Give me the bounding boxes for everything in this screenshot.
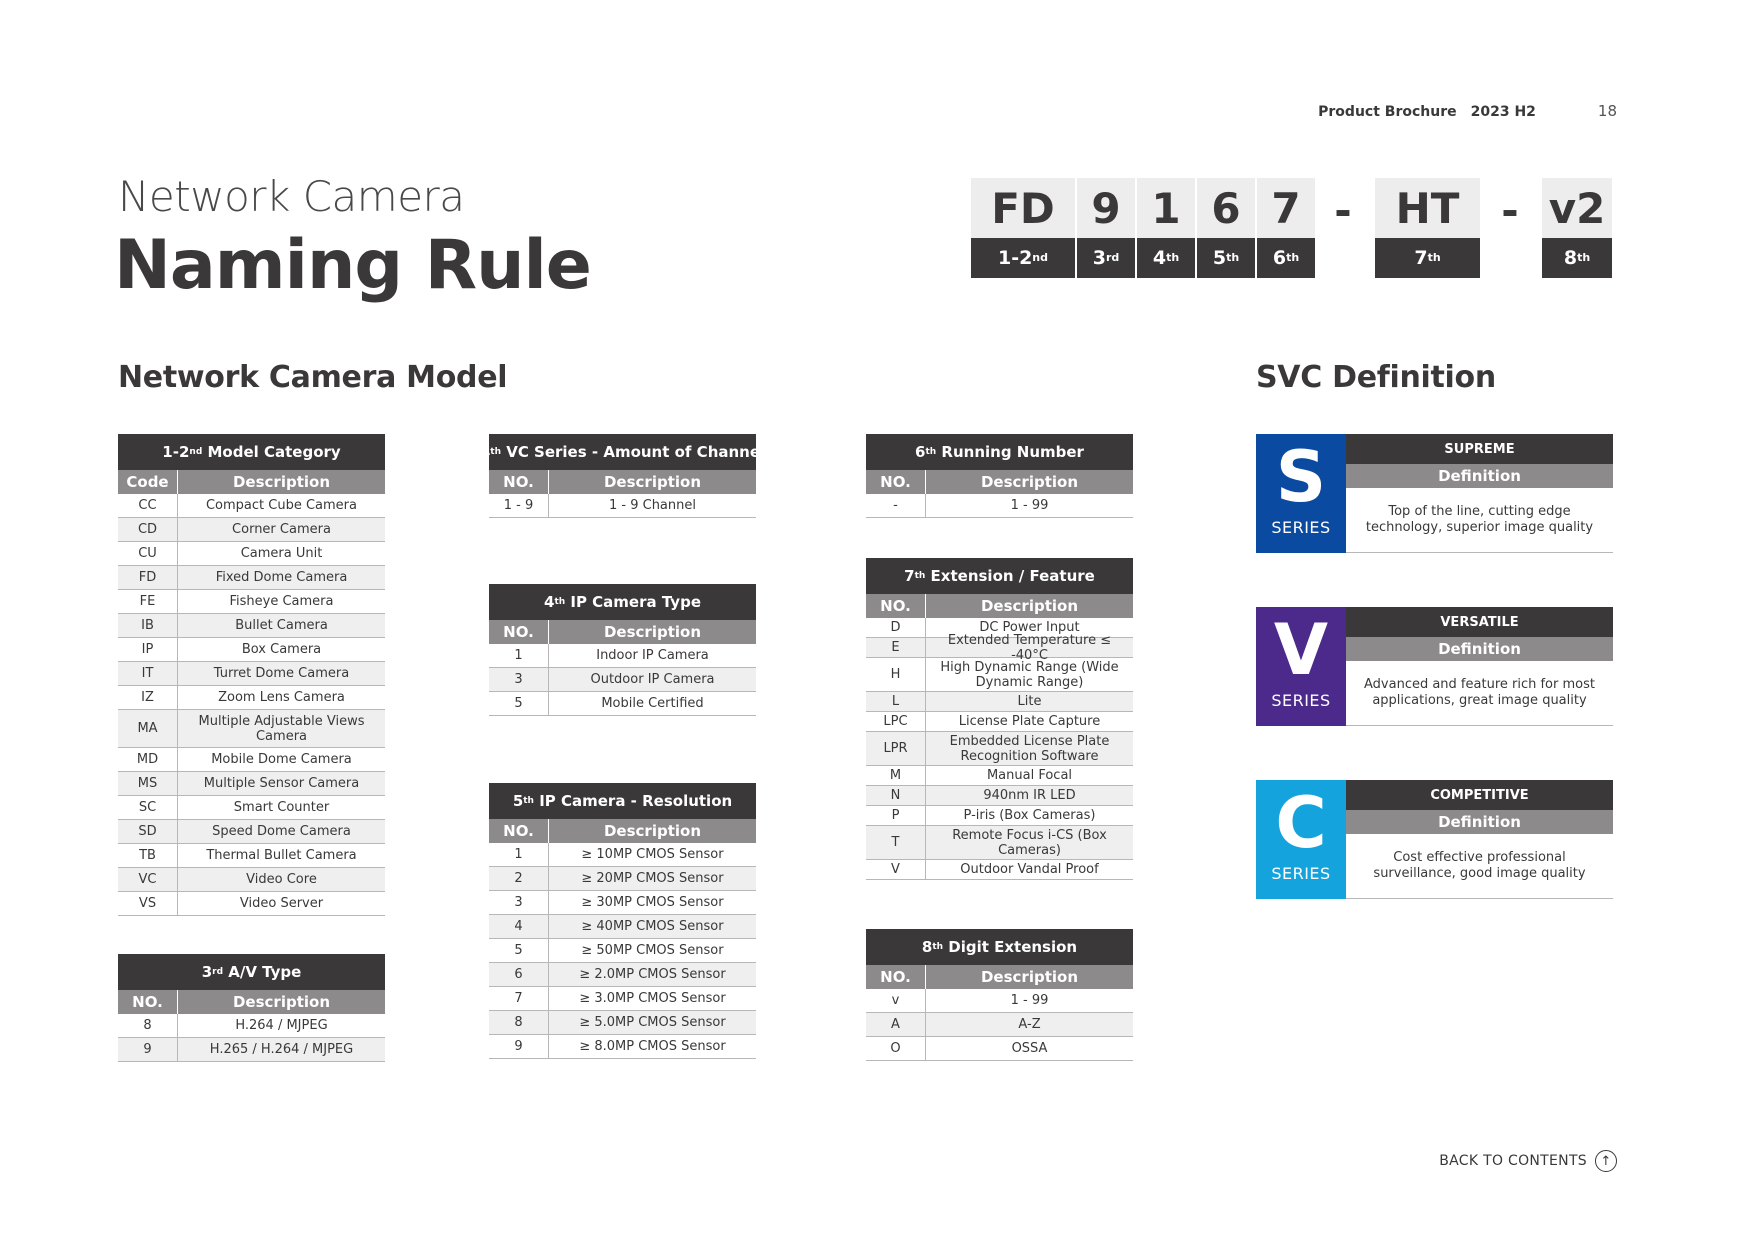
table-header-row: [866, 594, 1133, 618]
column-header: NO.: [866, 965, 926, 989]
definition-text: Top of the line, cutting edge technology, superior image quality: [1346, 488, 1613, 553]
table-title-position: 3: [201, 963, 213, 981]
code-part-3: [1137, 178, 1195, 278]
table-cell-code: 9: [489, 1035, 549, 1058]
table-row: [118, 590, 385, 614]
page-title: Naming Rule: [114, 226, 591, 305]
back-to-contents-link[interactable]: [1439, 1150, 1617, 1172]
table-row: [866, 989, 1133, 1013]
arrow-up-circle-icon: ↑: [1595, 1150, 1617, 1172]
table-cell-description: ≥ 40MP CMOS Sensor: [581, 919, 724, 934]
table-row: [866, 860, 1133, 880]
table-cell-description: Video Server: [239, 896, 324, 911]
column-header: Description: [980, 597, 1079, 615]
table-row: [118, 820, 385, 844]
table-cell-description: Compact Cube Camera: [205, 498, 357, 513]
code-part-value: v2: [1542, 178, 1612, 238]
table-header-row: [118, 470, 385, 494]
table-cell-description: ≥ 10MP CMOS Sensor: [581, 847, 724, 862]
table-row: [118, 638, 385, 662]
table-cell-description: Mobile Dome Camera: [211, 752, 352, 767]
table-cell-description: 940nm IR LED: [983, 788, 1076, 803]
table-row: [489, 891, 756, 915]
code-part-value: FD: [971, 178, 1075, 238]
table-cell-code: LPC: [866, 712, 926, 731]
table-cell-code: 9: [118, 1038, 178, 1061]
svc-card-versatile: [1256, 607, 1613, 726]
column-header: Description: [232, 993, 331, 1011]
code-part-value: 6: [1197, 178, 1255, 238]
table-cell-code: VS: [118, 892, 178, 915]
table-cell-description: Fisheye Camera: [229, 594, 334, 609]
table-title-position: 8: [921, 938, 933, 956]
table-cell-code: IB: [118, 614, 178, 637]
table-cell-description: 1 - 9 Channel: [608, 498, 696, 513]
table-cell-code: 3: [489, 891, 549, 914]
table-cell-description: Fixed Dome Camera: [215, 570, 348, 585]
code-part-value: 1: [1137, 178, 1195, 238]
table-cell-description: Smart Counter: [233, 800, 330, 815]
code-part-value: 7: [1257, 178, 1315, 238]
table-cell-code: 6: [489, 963, 549, 986]
table-cell-description: A-Z: [1018, 1017, 1041, 1032]
table-title: 5 th IP Camera - Resolution: [489, 783, 756, 819]
table-title-text: IP Camera Type: [565, 593, 701, 611]
table-row: [118, 614, 385, 638]
table-title-text: Extension / Feature: [925, 567, 1095, 585]
table-running-number: [866, 434, 1133, 518]
table-cell-description: Multiple Sensor Camera: [203, 776, 360, 791]
table-row: [866, 1013, 1133, 1037]
table-row: [489, 987, 756, 1011]
table-title: 4 th IP Camera Type: [489, 584, 756, 620]
table-cell-code: N: [866, 786, 926, 805]
table-row: [118, 1014, 385, 1038]
series-letter: C: [1275, 782, 1327, 864]
series-label: SERIES: [1271, 864, 1331, 883]
table-cell-code: 8: [118, 1014, 178, 1037]
table-cell-description: 1 - 99: [1010, 993, 1049, 1008]
table-title-position: 7: [904, 567, 915, 585]
table-cell-code: V: [866, 860, 926, 879]
table-cell-code: 3: [489, 668, 549, 691]
table-cell-description: H.264 / MJPEG: [235, 1018, 328, 1033]
position-number: 7: [1414, 247, 1428, 269]
series-label: SERIES: [1271, 691, 1331, 710]
table-extension-feature: [866, 558, 1133, 880]
series-badge: [1256, 607, 1346, 726]
series-badge: [1256, 780, 1346, 899]
table-row: [866, 494, 1133, 518]
table-cell-description: Thermal Bullet Camera: [206, 848, 357, 863]
table-cell-description: License Plate Capture: [958, 714, 1101, 729]
table-title-text: Model Category: [202, 443, 341, 461]
table-resolution: [489, 783, 756, 1059]
position-number: 6: [1272, 247, 1287, 269]
table-cell-code: T: [866, 826, 926, 859]
position-number: 1-2: [997, 247, 1033, 269]
table-header-row: [866, 470, 1133, 494]
table-cell-code: 1: [489, 843, 549, 866]
table-cell-code: MD: [118, 748, 178, 771]
table-cell-code: A: [866, 1013, 926, 1036]
table-cell-code: 7: [489, 987, 549, 1010]
table-cell-description: Remote Focus i-CS (Box Cameras): [952, 827, 1107, 858]
table-cell-description: Outdoor Vandal Proof: [960, 862, 1099, 877]
table-row: [118, 686, 385, 710]
table-row: [118, 542, 385, 566]
code-part-position: 6 th: [1257, 238, 1315, 278]
table-row: [866, 732, 1133, 766]
table-title-text: VC Series - Amount of Channel: [500, 443, 766, 461]
table-row: [866, 826, 1133, 860]
table-header-row: [489, 620, 756, 644]
table-cell-description: Multiple Adjustable Views Camera: [198, 713, 365, 744]
table-cell-code: 1: [489, 644, 549, 667]
table-av-type: [118, 954, 385, 1062]
section-title-model: Network Camera Model: [118, 360, 508, 395]
svc-card-competitive: [1256, 780, 1613, 899]
table-cell-description: Lite: [1017, 694, 1042, 709]
table-row: [489, 867, 756, 891]
table-title-text: Running Number: [936, 443, 1084, 461]
table-header-row: [866, 965, 1133, 989]
table-cell-description: ≥ 5.0MP CMOS Sensor: [579, 1015, 726, 1030]
table-cell-description: Speed Dome Camera: [212, 824, 351, 839]
table-row: [866, 1037, 1133, 1061]
table-cell-description: ≥ 30MP CMOS Sensor: [581, 895, 724, 910]
column-header: Description: [603, 623, 702, 641]
table-row: [118, 662, 385, 686]
table-row: [118, 748, 385, 772]
column-header: Description: [980, 473, 1079, 491]
page-number: 18: [1597, 102, 1617, 120]
table-row: [118, 1038, 385, 1062]
column-header: Description: [603, 822, 702, 840]
definition-header: Definition: [1346, 464, 1613, 488]
table-row: [866, 766, 1133, 786]
svc-card-supreme: [1256, 434, 1613, 553]
position-number: 3: [1092, 247, 1106, 269]
column-header: NO.: [489, 819, 549, 843]
code-part-position: 5 th: [1197, 238, 1255, 278]
table-title-position: 4: [479, 443, 491, 461]
code-dash-1: -: [1334, 185, 1352, 235]
table-title-text: Digit Extension: [943, 938, 1078, 956]
column-header: Description: [603, 473, 702, 491]
table-cell-code: v: [866, 989, 926, 1012]
table-title: 7 th Extension / Feature: [866, 558, 1133, 594]
code-part-6: [1375, 178, 1480, 278]
definition-text: Advanced and feature rich for most applications, great image quality: [1346, 661, 1613, 726]
series-letter: V: [1273, 609, 1329, 691]
position-number: 4: [1152, 247, 1167, 269]
table-row: [118, 710, 385, 748]
table-header-row: [118, 990, 385, 1014]
table-title: 8 th Digit Extension: [866, 929, 1133, 965]
table-cell-code: H: [866, 658, 926, 691]
table-cell-description: H.265 / H.264 / MJPEG: [209, 1042, 354, 1057]
table-row: [866, 786, 1133, 806]
table-cell-code: D: [866, 618, 926, 637]
table-cell-description: DC Power Input: [979, 620, 1080, 635]
column-header: Code: [118, 470, 178, 494]
table-vc-series: [479, 434, 766, 518]
column-header: NO.: [489, 470, 549, 494]
table-cell-code: SC: [118, 796, 178, 819]
table-title-text: A/V Type: [223, 963, 302, 981]
definition-header: Definition: [1346, 637, 1613, 661]
back-to-contents-label: BACK TO CONTENTS: [1439, 1153, 1587, 1169]
table-cell-code: VC: [118, 868, 178, 891]
table-cell-code: L: [866, 692, 926, 711]
table-header-row: [489, 470, 756, 494]
column-header: NO.: [866, 470, 926, 494]
table-row: [866, 806, 1133, 826]
table-row: [489, 494, 756, 518]
table-cell-description: ≥ 50MP CMOS Sensor: [581, 943, 724, 958]
table-row: [489, 644, 756, 668]
code-part-1: [971, 178, 1075, 278]
code-part-7: [1542, 178, 1612, 278]
code-part-value: 9: [1077, 178, 1135, 238]
series-name: VERSATILE: [1346, 607, 1613, 637]
table-row: [866, 692, 1133, 712]
code-part-value: HT: [1375, 178, 1480, 238]
table-cell-code: FD: [118, 566, 178, 589]
table-row: [489, 692, 756, 716]
table-cell-code: 5: [489, 692, 549, 715]
definition-header: Definition: [1346, 810, 1613, 834]
table-title: 6 th Running Number: [866, 434, 1133, 470]
table-row: [866, 658, 1133, 692]
table-cell-code: SD: [118, 820, 178, 843]
table-row: [866, 632, 1133, 663]
code-part-position: 4 th: [1137, 238, 1195, 278]
table-cell-code: 2: [489, 867, 549, 890]
series-name: SUPREME: [1346, 434, 1613, 464]
table-row: [118, 518, 385, 542]
column-header: NO.: [118, 990, 178, 1014]
table-title-position: 6: [915, 443, 926, 461]
table-row: [118, 844, 385, 868]
table-cell-code: -: [866, 494, 926, 517]
table-cell-code: 8: [489, 1011, 549, 1034]
column-header: Description: [980, 968, 1079, 986]
code-part-position: 8 th: [1542, 238, 1612, 278]
table-cell-description: Turret Dome Camera: [213, 666, 350, 681]
code-part-position: 3 rd: [1077, 238, 1135, 278]
column-header: Description: [232, 473, 331, 491]
column-header: NO.: [866, 594, 926, 618]
code-part-position: 1-2 nd: [971, 238, 1075, 278]
table-cell-description: Zoom Lens Camera: [218, 690, 345, 705]
table-cell-code: O: [866, 1037, 926, 1060]
code-part-position: 7 th: [1375, 238, 1480, 278]
table-cell-code: CU: [118, 542, 178, 565]
table-title: 1-2 nd Model Category: [118, 434, 385, 470]
table-cell-code: M: [866, 766, 926, 785]
page-header: [1318, 102, 1617, 120]
table-cell-code: 5: [489, 939, 549, 962]
code-part-5: [1257, 178, 1315, 278]
table-row: [118, 796, 385, 820]
table-row: [489, 843, 756, 867]
table-cell-description: ≥ 20MP CMOS Sensor: [581, 871, 724, 886]
series-name: COMPETITIVE: [1346, 780, 1613, 810]
table-cell-description: ≥ 2.0MP CMOS Sensor: [579, 967, 726, 982]
position-number: 8: [1563, 247, 1578, 269]
table-cell-code: TB: [118, 844, 178, 867]
doc-title: Product Brochure: [1318, 104, 1457, 120]
table-cell-description: Corner Camera: [232, 522, 331, 537]
series-letter: S: [1275, 436, 1327, 518]
doc-edition: 2023 H2: [1470, 104, 1536, 120]
table-row: [866, 712, 1133, 732]
table-row: [489, 939, 756, 963]
table-title-position: 4: [544, 593, 555, 611]
table-row: [489, 668, 756, 692]
code-dash-2: -: [1501, 185, 1519, 235]
series-label: SERIES: [1271, 518, 1331, 537]
table-cell-description: Mobile Certified: [601, 696, 704, 711]
table-header-row: [489, 819, 756, 843]
table-cell-description: Extended Temperature ≤ -40°C: [947, 632, 1112, 663]
table-cell-code: E: [866, 638, 926, 657]
table-cell-code: IZ: [118, 686, 178, 709]
table-cell-description: Bullet Camera: [235, 618, 328, 633]
table-cell-code: FE: [118, 590, 178, 613]
definition-text: Cost effective professional surveillance, good image quality: [1346, 834, 1613, 899]
table-row: [118, 772, 385, 796]
table-cell-description: OSSA: [1011, 1041, 1048, 1056]
table-cell-code: MA: [118, 710, 178, 747]
table-cell-description: ≥ 8.0MP CMOS Sensor: [579, 1039, 726, 1054]
table-row: [118, 494, 385, 518]
table-cell-code: 1 - 9: [489, 494, 549, 517]
table-row: [118, 868, 385, 892]
table-cell-description: High Dynamic Range (Wide Dynamic Range): [940, 659, 1119, 690]
table-cell-description: Video Core: [246, 872, 317, 887]
table-digit-extension: [866, 929, 1133, 1061]
section-title-svc: SVC Definition: [1256, 360, 1496, 395]
table-row: [489, 915, 756, 939]
table-cell-code: P: [866, 806, 926, 825]
table-ip-camera-type: [489, 584, 756, 716]
table-cell-code: LPR: [866, 732, 926, 765]
table-cell-description: Outdoor IP Camera: [590, 672, 715, 687]
table-cell-description: Indoor IP Camera: [596, 648, 709, 663]
table-cell-code: 4: [489, 915, 549, 938]
table-row: [489, 1035, 756, 1059]
table-cell-description: Box Camera: [241, 642, 322, 657]
table-cell-code: MS: [118, 772, 178, 795]
table-row: [118, 892, 385, 916]
table-title-position: 1-2: [162, 443, 190, 461]
table-cell-description: P-iris (Box Cameras): [963, 808, 1096, 823]
position-number: 5: [1212, 247, 1227, 269]
table-cell-description: Camera Unit: [240, 546, 323, 561]
table-cell-code: IT: [118, 662, 178, 685]
page-subtitle: Network Camera: [118, 172, 465, 221]
table-model-category: [118, 434, 385, 916]
table-cell-description: 1 - 99: [1010, 498, 1049, 513]
table-cell-code: IP: [118, 638, 178, 661]
table-title: 4 th VC Series - Amount of Channel: [489, 434, 756, 470]
code-part-4: [1197, 178, 1255, 278]
table-row: [489, 963, 756, 987]
table-title-position: 5: [512, 792, 524, 810]
table-cell-code: CD: [118, 518, 178, 541]
table-cell-description: Embedded License Plate Recognition Software: [949, 733, 1110, 764]
code-part-2: [1077, 178, 1135, 278]
column-header: NO.: [489, 620, 549, 644]
table-cell-description: Manual Focal: [986, 768, 1073, 783]
table-row: [489, 1011, 756, 1035]
table-cell-code: CC: [118, 494, 178, 517]
series-badge: [1256, 434, 1346, 553]
table-cell-description: ≥ 3.0MP CMOS Sensor: [579, 991, 726, 1006]
table-title: 3 rd A/V Type: [118, 954, 385, 990]
table-title-text: IP Camera - Resolution: [533, 792, 733, 810]
table-row: [118, 566, 385, 590]
